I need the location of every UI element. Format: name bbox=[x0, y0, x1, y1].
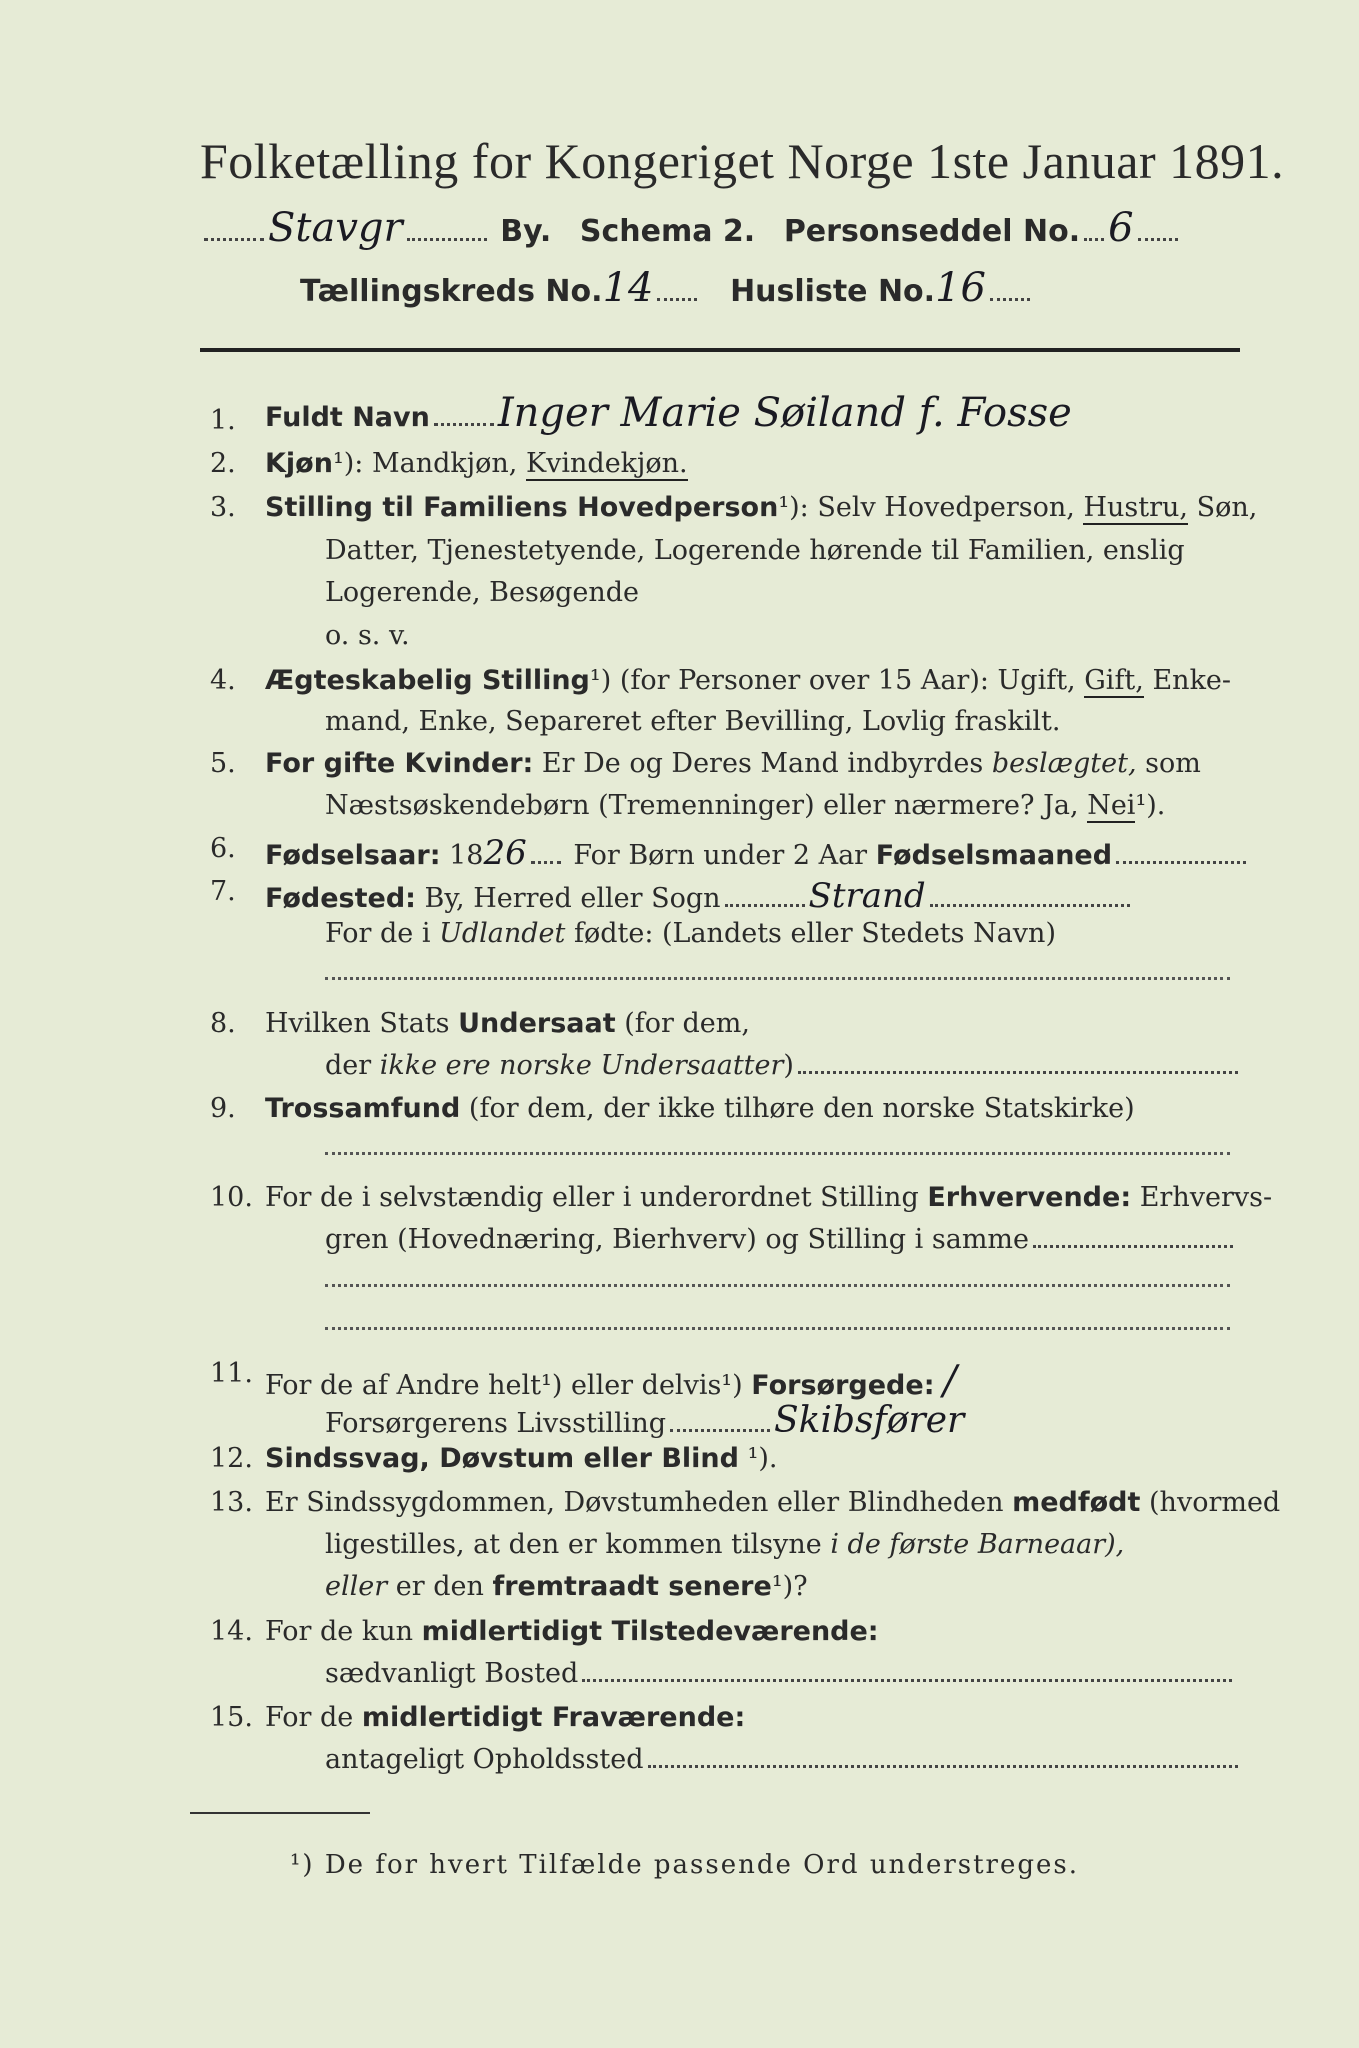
provider-occupation-label: Forsørgerens Livsstilling bbox=[325, 1408, 667, 1439]
item-5-number: 5. bbox=[210, 748, 236, 779]
marital-status-selected: Gift, bbox=[1084, 665, 1144, 696]
item-10-answer-line-1 bbox=[325, 1282, 1230, 1287]
occupation-detail: gren (Hovednæring, Bierhverv) og Stilling i samme bbox=[325, 1224, 1030, 1255]
marital-status-label: Ægteskabelig Stilling bbox=[265, 665, 590, 696]
item-11 bbox=[265, 1358, 957, 1404]
birth-year-prefix: 18 bbox=[449, 840, 484, 871]
abroad-question: fødte: (Landets eller Stedets Navn) bbox=[573, 918, 1056, 949]
item-11-number: 11. bbox=[210, 1358, 253, 1389]
birthplace-question: By, Herred eller Sogn bbox=[424, 883, 721, 914]
birthplace-value: Strand bbox=[808, 876, 926, 916]
congenital-question-end: (hvormed bbox=[1149, 1487, 1281, 1518]
temporary-absent-label: midlertidigt Fraværende: bbox=[361, 1702, 746, 1733]
item-4 bbox=[265, 665, 1231, 696]
married-women-label: For gifte Kvinder: bbox=[265, 748, 534, 779]
personseddel-label: Personseddel No. bbox=[783, 214, 1081, 249]
item-3-line-4: o. s. v. bbox=[325, 620, 410, 651]
item-3-line-2: Datter, Tjenestetyende, Logerende hørende til Familien, enslig bbox=[325, 535, 1185, 566]
occupation-question: For de i selvstændig eller i underordnet Stilling bbox=[265, 1182, 919, 1213]
marital-status-option-widow: Enke- bbox=[1152, 665, 1232, 696]
item-3-number: 3. bbox=[210, 492, 236, 523]
cousin-question: Næstsøskendebørn (Tremenninger) eller nærmere? Ja, bbox=[325, 790, 1079, 821]
item-5 bbox=[265, 748, 1201, 779]
item-9-number: 9. bbox=[210, 1093, 236, 1124]
cousin-answer-selected: Nei bbox=[1087, 790, 1136, 821]
item-6-number: 6. bbox=[210, 833, 236, 864]
item-10-number: 10. bbox=[210, 1182, 253, 1213]
item-10-line-2 bbox=[325, 1224, 1237, 1255]
temporary-present-prefix: For de kun bbox=[265, 1616, 413, 1647]
usual-residence-label: sædvanligt Bosted bbox=[325, 1658, 579, 1689]
full-name-value: Inger Marie Søiland f. Fosse bbox=[497, 390, 1072, 436]
by-label: By. bbox=[500, 214, 552, 249]
item-12-number: 12. bbox=[210, 1443, 253, 1474]
dependent-mark: / bbox=[943, 1358, 957, 1404]
later-suffix: ¹)? bbox=[771, 1571, 808, 1602]
item-4-line-2: mand, Enke, Separeret efter Bevilling, Lovlig fraskilt. bbox=[325, 706, 1061, 737]
footnote: ¹) De for hvert Tilfælde passende Ord understreges. bbox=[290, 1850, 1080, 1880]
or-word: eller bbox=[325, 1571, 388, 1602]
temporary-absent-prefix: For de bbox=[265, 1702, 354, 1733]
foreign-prefix: der bbox=[325, 1050, 372, 1081]
kreds-number: 14 bbox=[602, 265, 654, 311]
item-15 bbox=[265, 1702, 745, 1733]
abroad-word: Udlandet bbox=[439, 918, 566, 949]
religion-question: (for dem, der ikke tilhøre den norske Statskirke) bbox=[468, 1093, 1135, 1124]
personseddel-number: 6 bbox=[1108, 205, 1134, 251]
dependent-label: Forsørgede: bbox=[751, 1370, 935, 1401]
item-3 bbox=[265, 492, 1257, 523]
nationality-suffix: (for dem, bbox=[624, 1008, 750, 1039]
birth-year-label: Fødselsaar: bbox=[265, 840, 441, 871]
item-14-number: 14. bbox=[210, 1616, 253, 1647]
occupation-question-end: Erhvervs- bbox=[1139, 1182, 1273, 1213]
item-8-number: 8. bbox=[210, 1008, 236, 1039]
gender-options: ¹): Mandkjøn, bbox=[332, 448, 518, 479]
family-position-options: ¹): Selv Hovedperson, bbox=[778, 492, 1075, 523]
married-women-question-end: som bbox=[1145, 748, 1201, 779]
family-position-option-son: Søn, bbox=[1196, 492, 1258, 523]
form-title: Folketælling for Kongeriget Norge 1ste Januar 1891. bbox=[200, 133, 1285, 189]
item-2-number: 2. bbox=[210, 448, 236, 479]
abroad-prefix: For de i bbox=[325, 918, 431, 949]
item-15-number: 15. bbox=[210, 1702, 253, 1733]
header-city-line bbox=[200, 205, 1182, 251]
item-7-answer-line bbox=[325, 975, 1230, 980]
temporary-present-label: midlertidigt Tilstedeværende: bbox=[421, 1616, 879, 1647]
gender-selected: Kvindekjøn. bbox=[525, 448, 688, 479]
item-15-line-2 bbox=[325, 1744, 1242, 1775]
item-7-number: 7. bbox=[210, 876, 236, 907]
disability-label: Sindssvag, Døvstum eller Blind bbox=[265, 1443, 739, 1474]
birth-year-value: 26 bbox=[483, 833, 527, 873]
item-3-line-3: Logerende, Besøgende bbox=[325, 577, 639, 608]
item-10 bbox=[265, 1182, 1272, 1213]
related-word: beslægtet, bbox=[991, 748, 1137, 779]
header-kreds-line bbox=[300, 265, 1034, 311]
schema-label: Schema 2. bbox=[579, 214, 756, 249]
item-6 bbox=[265, 833, 1250, 873]
family-position-label: Stilling til Familiens Hovedperson bbox=[265, 492, 779, 523]
item-1 bbox=[265, 390, 1072, 436]
birthplace-label: Fødested: bbox=[265, 883, 416, 914]
item-10-answer-line-2 bbox=[325, 1325, 1230, 1330]
item-4-number: 4. bbox=[210, 665, 236, 696]
infant-question: For Børn under 2 Aar bbox=[573, 840, 868, 871]
religion-label: Trossamfund bbox=[265, 1093, 461, 1124]
item-8-line-2: der ikke ere norske Undersaatter) bbox=[325, 1050, 1242, 1081]
item-5-line-2: Næstsøskendebørn (Tremenninger) eller nærmere? Ja, Nei¹). bbox=[325, 790, 1166, 821]
item-2 bbox=[265, 448, 688, 479]
header-rule bbox=[200, 348, 1240, 352]
item-13-line-3 bbox=[325, 1571, 808, 1602]
later-label: fremtraadt senere bbox=[492, 1571, 772, 1602]
city-handwritten: Stavgr bbox=[268, 205, 403, 251]
nationality-prefix: Hvilken Stats bbox=[265, 1008, 450, 1039]
full-name-label: Fuldt Navn bbox=[265, 402, 430, 433]
item-12: Sindssvag, Døvstum eller Blind ¹). bbox=[265, 1443, 778, 1474]
item-8 bbox=[265, 1008, 750, 1039]
gender-label: Kjøn bbox=[265, 448, 333, 479]
occupation-label: Erhvervende: bbox=[927, 1182, 1132, 1213]
foreign-subjects: ikke ere norske Undersaatter bbox=[379, 1050, 784, 1081]
footnote-rule bbox=[190, 1812, 370, 1814]
marital-status-options: ¹) (for Personer over 15 Aar): Ugift, bbox=[589, 665, 1076, 696]
family-position-selected: Hustru, bbox=[1083, 492, 1188, 523]
provider-occupation-value: Skibsfører bbox=[774, 1400, 965, 1441]
item-11-line-2 bbox=[325, 1400, 964, 1441]
item-13-line-2 bbox=[325, 1529, 1124, 1560]
nationality-label: Undersaat bbox=[458, 1008, 616, 1039]
item-7 bbox=[265, 876, 1134, 916]
married-women-question: Er De og Deres Mand indbyrdes bbox=[541, 748, 984, 779]
dependent-question: For de af Andre helt¹) eller delvis¹) bbox=[265, 1370, 743, 1401]
kreds-label: Tællingskreds No. bbox=[300, 274, 603, 309]
item-7-line-2 bbox=[325, 918, 1056, 949]
congenital-question: Er Sindssygdommen, Døvstumheden eller Blindheden bbox=[265, 1487, 1004, 1518]
item-9 bbox=[265, 1093, 1135, 1124]
item-13-number: 13. bbox=[210, 1487, 253, 1518]
item-14 bbox=[265, 1616, 879, 1647]
congenital-label: medfødt bbox=[1012, 1487, 1141, 1518]
later-prefix: er den bbox=[395, 1571, 484, 1602]
birth-month-label: Fødselsmaaned bbox=[875, 840, 1113, 871]
item-14-line-2 bbox=[325, 1658, 1236, 1689]
husliste-label: Husliste No. bbox=[730, 274, 936, 309]
item-1-number: 1. bbox=[210, 405, 236, 436]
congenital-detail: ligestilles, at den er kommen tilsyne bbox=[325, 1529, 822, 1560]
item-9-answer-line bbox=[325, 1150, 1230, 1155]
childhood-years: i de første Barneaar), bbox=[830, 1529, 1125, 1560]
husliste-number: 16 bbox=[935, 265, 986, 311]
probable-residence-label: antageligt Opholdssted bbox=[325, 1744, 644, 1775]
item-13 bbox=[265, 1487, 1280, 1518]
